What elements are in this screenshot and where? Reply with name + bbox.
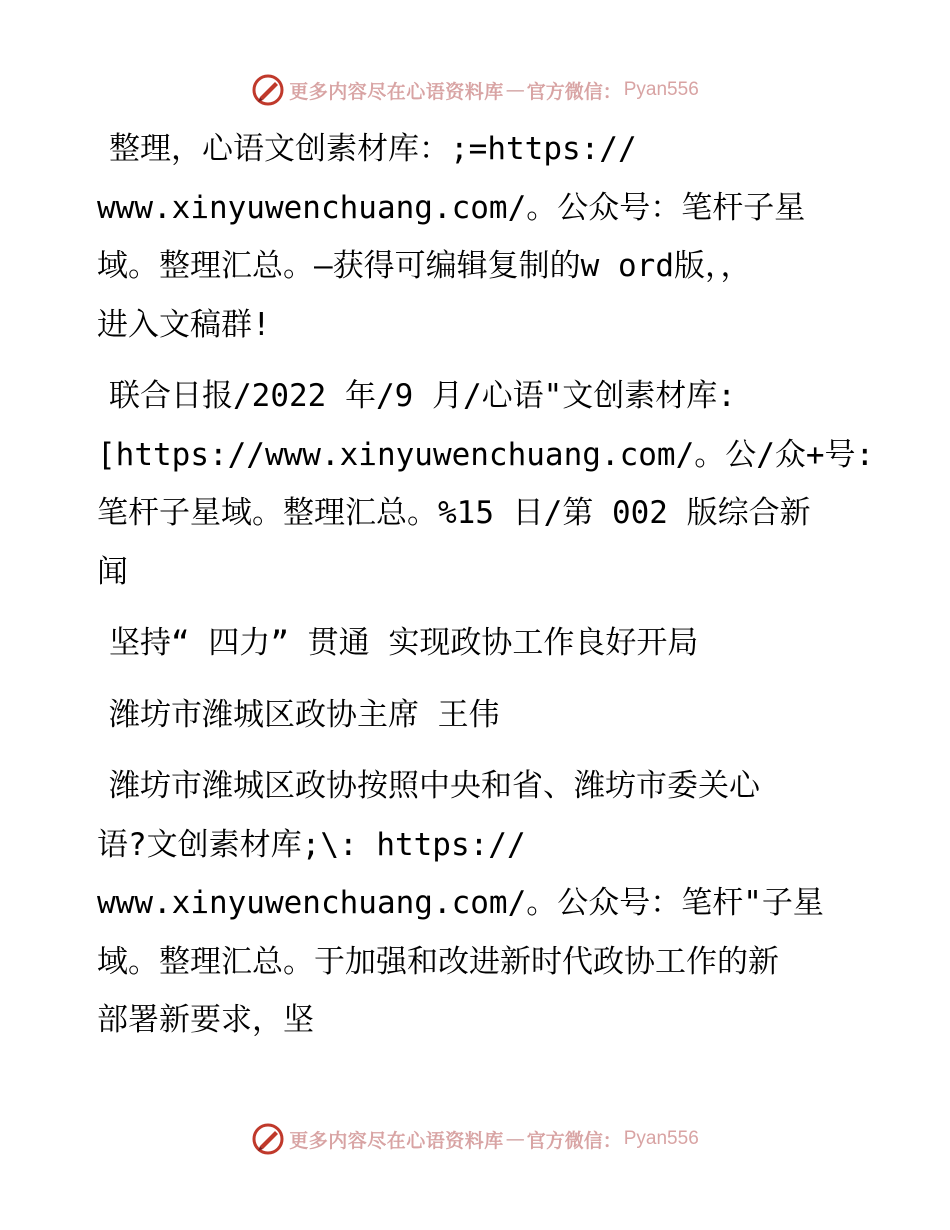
article-author [97,686,857,745]
document-body [97,120,875,1063]
banner-text: 更多内容尽在心语资料库 [289,80,504,103]
banner-wechat-label: 官方微信： [526,80,622,103]
text-line: 域。整理汇总。于加强和改进新时代政协工作的新 [97,943,779,980]
text-line: 语?文创素材库;\: https:// [97,826,526,863]
text-line: 部署新要求，坚 [97,1002,314,1038]
paragraph-source [97,367,875,601]
text-line: 潍坊市潍城区政协按照中央和省、潍坊市委关心 [109,768,760,804]
pen-logo-icon [251,1122,285,1156]
paragraph-body [97,757,857,1050]
text-line: 坚持“ 四力” 贯通 实现政协工作良好开局 [109,625,699,661]
banner-handle: Pyan556 [623,79,699,100]
paragraph-intro [97,120,857,354]
text-line: 进入文稿群! [97,306,271,343]
text-line: [https://www.xinyuwenchuang.com/。公/众+号: [97,436,875,473]
text-line: 闻 [97,553,128,590]
text-line: 笔杆子星域。整理汇总。%15 日/第 002 版综合新 [97,495,811,531]
watermark-banner-bottom [0,1119,950,1159]
watermark-banner-top [0,70,950,110]
banner-handle: Pyan556 [623,1128,699,1149]
text-line: 联合日报/2022 年/9 月/心语"文创素材库: [109,378,736,414]
text-line: www.xinyuwenchuang.com/。公众号：笔杆子星 [97,189,806,226]
banner-text: 更多内容尽在心语资料库 [289,1129,504,1152]
text-line: 域。整理汇总。—获得可编辑复制的w ord版，， [97,248,752,284]
banner-dash: — [505,79,525,101]
text-line: 整理，心语文创素材库：;=https:// [109,131,637,167]
text-line: 潍坊市潍城区政协主席 王伟 [109,696,500,733]
banner-wechat-label: 官方微信： [526,1129,622,1152]
article-title [97,614,857,673]
text-line: www.xinyuwenchuang.com/。公众号：笔杆"子星 [97,885,824,921]
banner-dash: — [505,1128,525,1150]
pen-logo-icon [251,73,285,107]
